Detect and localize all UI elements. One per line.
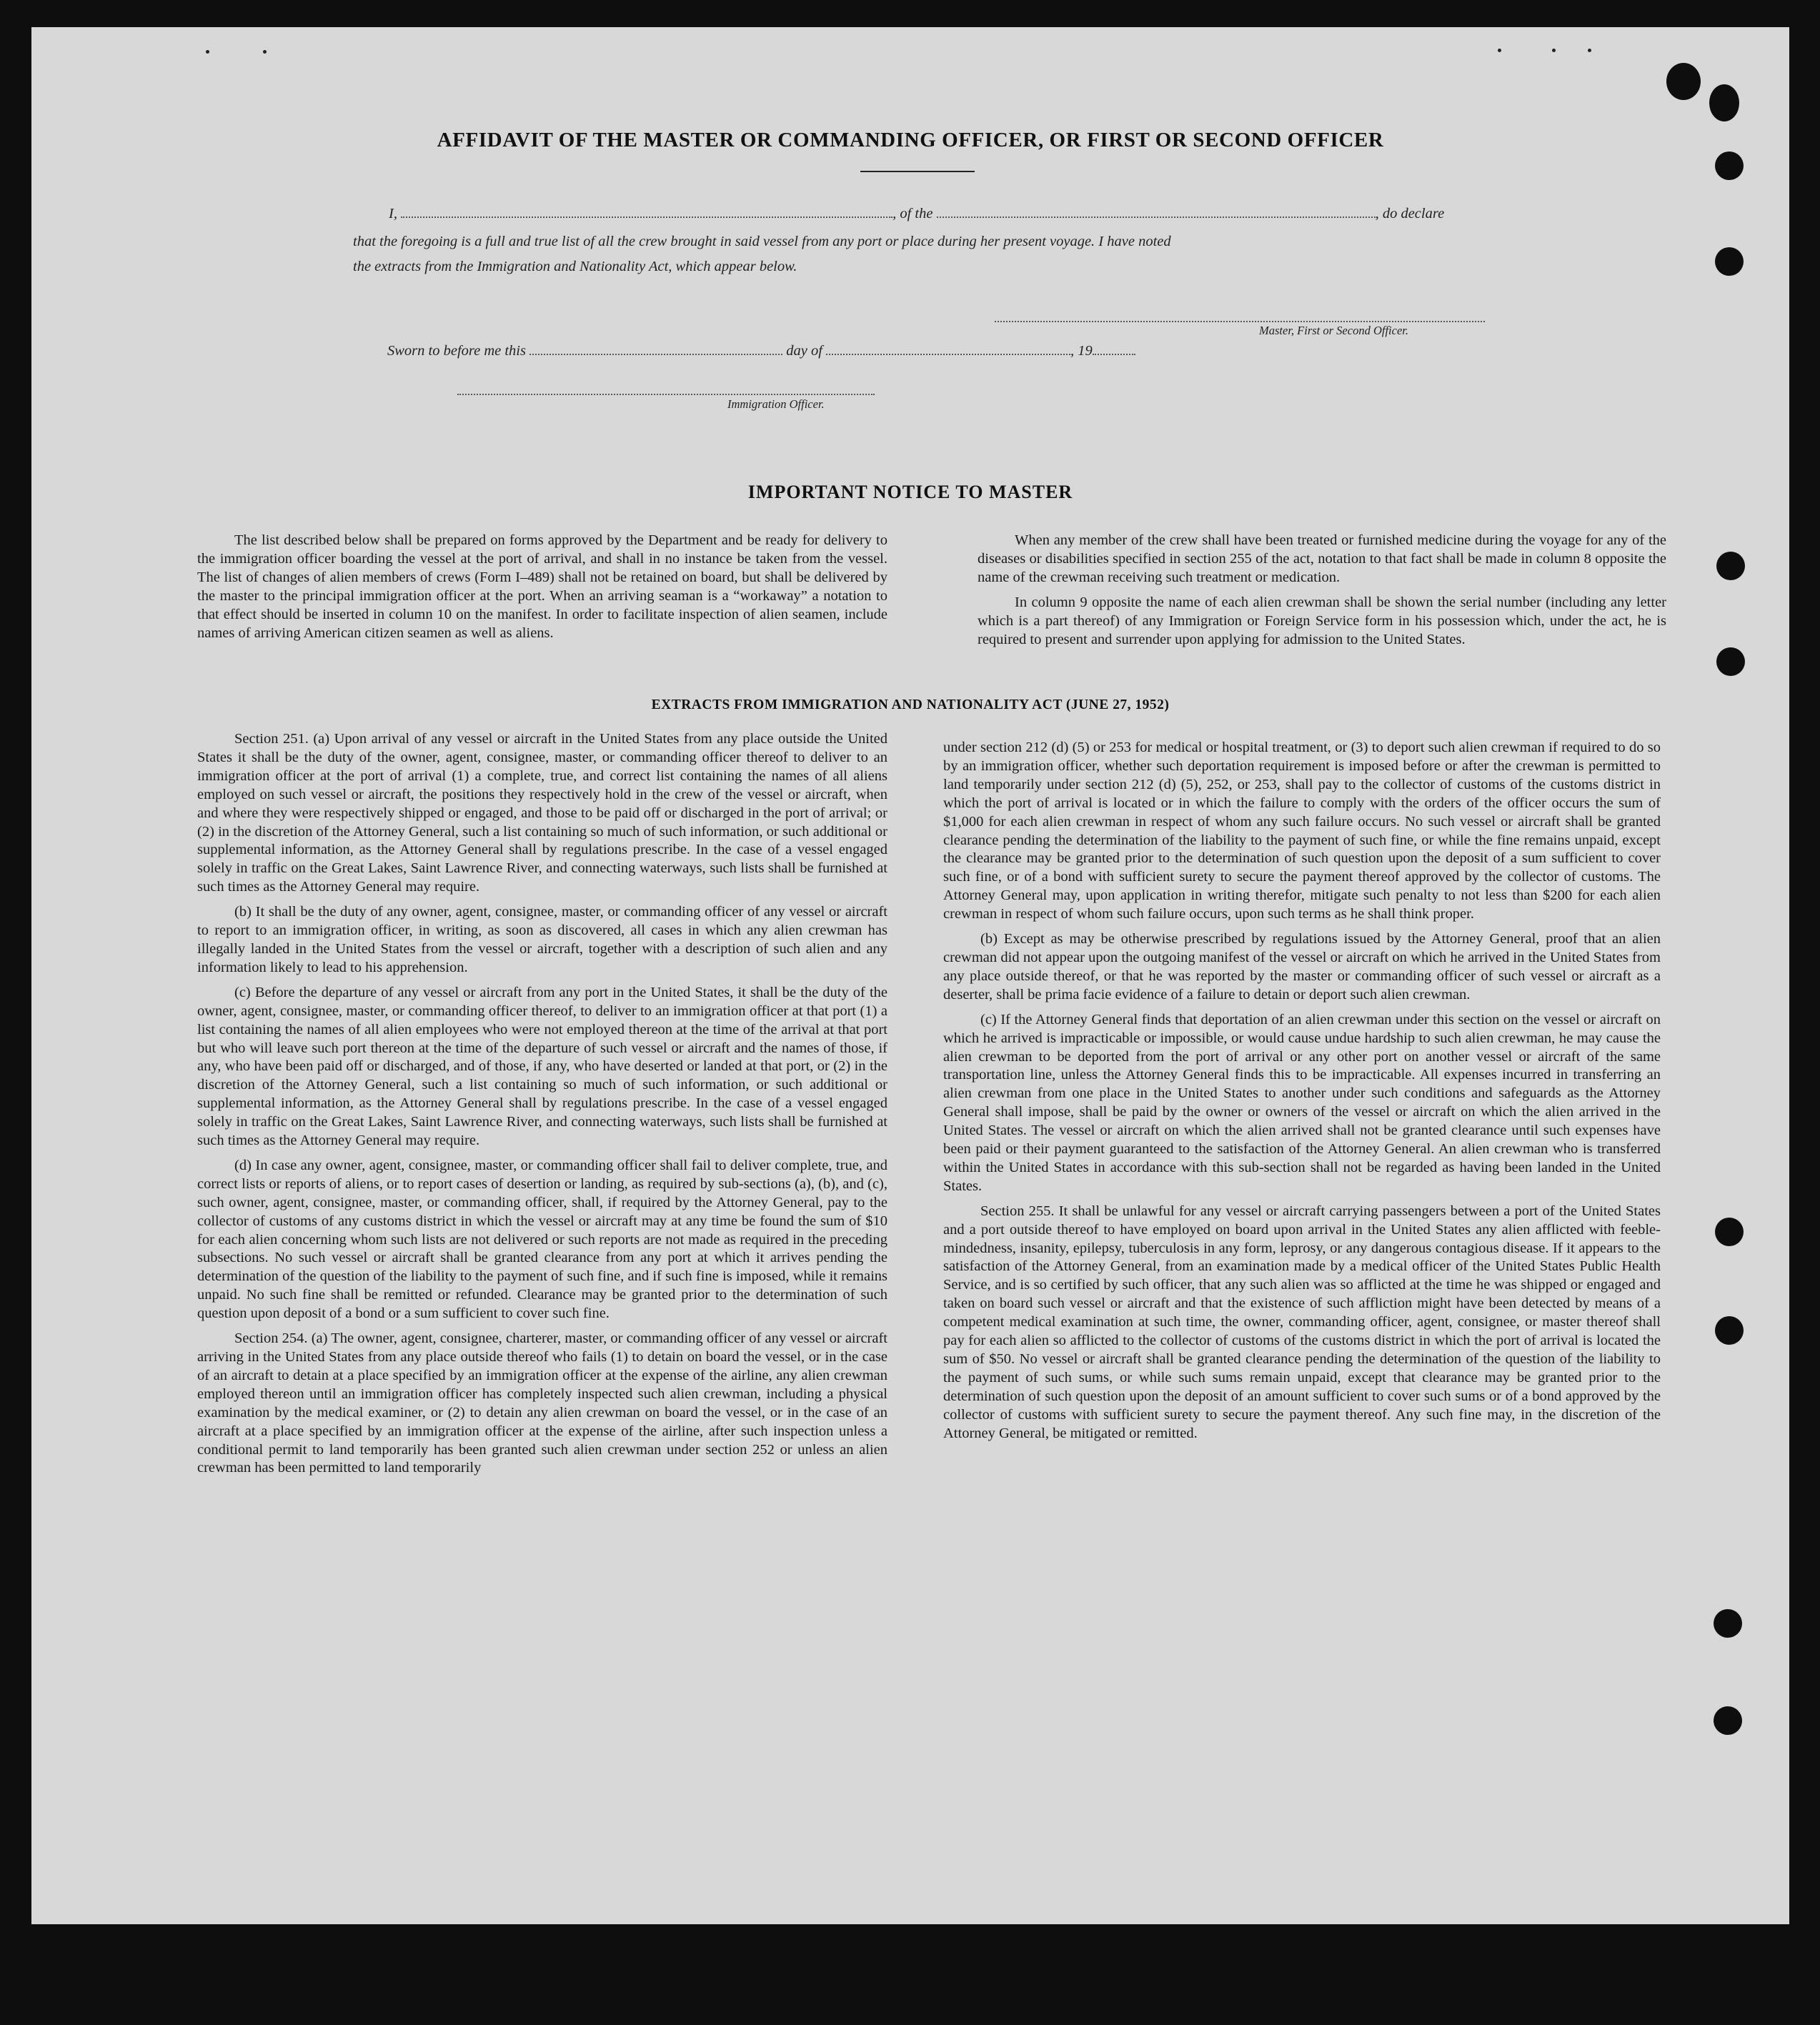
sworn-month-blank[interactable] [826, 353, 1070, 355]
punch-hole [1666, 63, 1701, 100]
master-signature-line[interactable] [995, 321, 1485, 322]
speck [263, 50, 267, 54]
notice-title: IMPORTANT NOTICE TO MASTER [747, 482, 1073, 502]
statute-paragraph: Section 255. It shall be unlawful for any vessel or aircraft carrying passengers between a port of the United States and a port outside thereof to have employed on board upon arrival in the United States any alien afflicted with feeble-mindedness, insanity, epilepsy, tuberculosis in any form, leprosy, or any dangerous contagious disease. If it appears to the satisfaction of the Attorney General, from an examination made by a medical officer of the United States Public Health Service, and is so certified by such officer, that any such alien was so afflicted at the time he was shipped or engaged and taken on board such vessel or aircraft and that the existence of such affliction might have been detected by means of a competent medical examination at such time, the owner, commanding officer, agent, consignee, or master thereof shall pay for each alien so afflicted to the collector of customs of the customs district in which the port of arrival is located the sum of $50. No vessel or aircraft shall be granted clearance pending the determination of the question of the liability to the payment of such sums, or while such sums remain unpaid, except that clearance may be granted prior to the determination of such question upon the deposit of an amount sufficient to cover such sums or of a bond approved by the collector of customs with sufficient surety to secure the payment thereof. Any such fine may, in the discretion of the Attorney General, be mitigated or remitted. [943, 1203, 1661, 1441]
document-page [31, 27, 1789, 1924]
name-blank[interactable] [401, 216, 892, 218]
punch-hole [1714, 1706, 1742, 1735]
sworn-prefix: Sworn to before me this [387, 343, 526, 359]
statute-paragraph: under section 212 (d) (5) or 253 for medical or hospital treatment, or (3) to deport such alien crewman if required to do so by an immigration officer, whether such deportation requirement is imposed before or after the crewman is permitted to land temporarily under section 212 (d) (5), 252, or 253, shall pay to the collector of customs of the customs district in which the port of arrival is located or in which the failure to comply with the orders of the officer occurs the sum of $1,000 for each alien crewman in respect of whom any such failure occurs. No such vessel or aircraft shall be granted clearance pending the determination of the liability to the payment of such fine, or while the fine remains unpaid, except the clearance may be granted prior to the determination of such question upon the deposit of a sum sufficient to cover such fine, or of a bond with sufficient surety to secure the payment thereof approved by the collector of customs. The Attorney General may, upon application in writing therefor, mitigate such penalty to not less than $200 for each alien crewman in respect of whom such failure occurs, upon such terms as he shall think proper. [943, 740, 1661, 922]
statute-paragraph: (c) Before the departure of any vessel or aircraft from any port in the United States, it shall be the duty of the owner, agent, consignee, master, or commanding officer thereof, to deliver to an immigration officer at that port (1) a list containing the names of all alien employees who were not employed thereon at the time of the arrival at that port but who will leave such port thereon at the time of the departure of such vessel or aircraft and the names of those, if any, who have been paid off or discharged, and of those, if any, who have deserted or landed at that port, or (2) in the discretion of the Attorney General, such a list containing so much of such information, or such additional or supplemental information, as the Attorney General shall by regulations prescribe. In the case of a vessel engaged solely in traffic on the Great Lakes, Saint Lawrence River, and connecting waterways, such lists shall be furnished at such times as the Attorney General may require. [197, 984, 887, 1149]
notice-paragraph: When any member of the crew shall have been treated or furnished medicine during the voyage for any of the diseases or disabilities specified in section 255 of the act, notation to that fact shall be made in column 8 opposite the name of the crewman receiving such treatment or medication. [978, 532, 1666, 585]
declaration-line [389, 206, 1444, 222]
statute-paragraph: Section 251. (a) Upon arrival of any vessel or aircraft in the United States from any place outside the United States it shall be the duty of the owner, agent, consignee, master, or commanding officer thereof to deliver to an immigration officer at the port of arrival (1) a complete, true, and correct list containing the names of all aliens employed on such vessel or aircraft, the positions they respectively hold in the crew of the vessel or aircraft, when and where they were respectively shipped or engaged, and those to be paid off or discharged in the port of arrival; or (2) in the discretion of the Attorney General, such a list containing so much of such information, or such additional or supplemental information, as the Attorney General shall by regulations prescribe. In the case of a vessel engaged solely in traffic on the Great Lakes, Saint Lawrence River, and connecting waterways, such lists shall be furnished at such times as the Attorney General may require. [197, 731, 887, 895]
sworn-year-blank[interactable] [1093, 353, 1135, 355]
punch-hole [1716, 552, 1745, 580]
speck [1588, 49, 1591, 52]
sworn-date-blank[interactable] [529, 353, 782, 355]
punch-hole [1715, 1316, 1744, 1345]
vessel-blank[interactable] [937, 216, 1376, 218]
punch-hole [1716, 647, 1745, 676]
sworn-day-of: day of [786, 343, 822, 359]
immigration-officer-signature-line[interactable] [457, 394, 875, 395]
notice-left-column [197, 532, 887, 642]
statute-paragraph: (b) Except as may be otherwise prescribed by regulations issued by the Attorney General, proof that an alien crewman did not appear upon the outgoing manifest of the vessel or aircraft on which he arrived in the United States from any place outside thereof, or that he was reported by the master or commanding officer of such vessel or aircraft as a deserter, shall be prima facie evidence of a failure to detain or deport such alien crewman. [943, 931, 1661, 1002]
notice-paragraph: In column 9 opposite the name of each alien crewman shall be shown the serial number (including any letter which is a part thereof) of any Immigration or Foreign Service form in his possession which, under the act, he is required to present and surrender upon applying for admission to the United States. [978, 594, 1666, 647]
speck [206, 50, 209, 54]
declaration-text-cont: the extracts from the Immigration and Nationality Act, which appear below. [353, 259, 797, 274]
extracts-title: EXTRACTS FROM IMMIGRATION AND NATIONALITY ACT (JUNE 27, 1952) [651, 697, 1170, 712]
extracts-left-column [197, 730, 887, 1478]
declaration-suffix: , do declare [1375, 206, 1445, 222]
statute-paragraph: (c) If the Attorney General finds that deportation of an alien crewman under this section on the vessel or aircraft on which he arrived is impracticable or impossible, or would cause undue hardship to such alien crewman, he may cause the alien crewman to be deported from the port of arrival or any other port on another vessel or aircraft of the same transportation line, unless the Attorney General finds this to be impracticable. All expenses incurred in transferring an alien crewman from one place in the United States to another under such conditions and safeguards as the Attorney General shall impose, shall be paid by the owner or owners of the vessel or aircraft on which the alien arrived in the United States. The vessel or aircraft on which the alien arrived shall not be granted clearance until such expenses have been paid or their payment guaranteed to the satisfaction of the Attorney General. An alien crewman who is transferred within the United States in accordance with this sub-section shall not be regarded as having been landed in the United States. [943, 1011, 1661, 1194]
affidavit-title: AFFIDAVIT OF THE MASTER OR COMMANDING OFFICER, OR FIRST OR SECOND OFFICER [437, 129, 1384, 151]
title-divider [860, 171, 975, 172]
statute-paragraph: (d) In case any owner, agent, consignee, master, or commanding officer shall fail to deliver complete, true, and correct lists or reports of aliens, or to report cases of desertion or landing, as required by sub-sections (a), (b), and (c), such owner, agent, consignee, master, or commanding officer, shall, if required by the Attorney General, pay to the collector of customs of any customs district in which the vessel or aircraft may at any time be found the sum of $10 for each alien concerning whom such lists are not delivered or such reports are not made as required in the preceding subsections. No such vessel or aircraft shall be granted clearance from any port at which it arrives pending the determination of the question of the liability to the payment of such fine, and if such fine is imposed, while it remains unpaid. No such fine shall be remitted or refunded. Clearance may be granted prior to the determination of such question upon deposit of a bond or a sum sufficient to cover such fine. [197, 1157, 887, 1322]
speck [1552, 49, 1556, 52]
sworn-line [387, 343, 1135, 359]
declaration-middle: , of the [892, 206, 933, 222]
punch-hole [1715, 1218, 1744, 1246]
declaration-text: that the foregoing is a full and true list of all the crew brought in said vessel from any port or place during her present voyage. I have noted [353, 234, 1171, 249]
notice-right-column [978, 532, 1666, 649]
extracts-right-column [943, 739, 1661, 1443]
statute-paragraph: Section 254. (a) The owner, agent, consignee, charterer, master, or commanding officer of any vessel or aircraft arriving in the United States from any place outside thereof who fails (1) to detain on board the vessel, or in the case of an aircraft to detain at a place specified by an immigration officer at the expense of the airline, any alien crewman employed thereon until an immigration officer has completely inspected such alien crewman, including a physical examination by the medical examiner, or (2) to detain any alien crewman on board the vessel, or in the case of an aircraft at a place specified by an immigration officer at the expense of the airline, after such inspection unless a conditional permit to land temporarily has been granted such alien crewman under section 252 or unless an alien crewman has been permitted to land temporarily [197, 1330, 887, 1476]
speck [1498, 49, 1501, 52]
declaration-prefix: I, [389, 206, 397, 222]
punch-hole [1715, 151, 1744, 180]
punch-hole [1715, 247, 1744, 276]
punch-hole [1709, 84, 1739, 121]
notice-paragraph: The list described below shall be prepared on forms approved by the Department and be ready for delivery to the immigration officer boarding the vessel at the port of arrival, and shall in no instance be taken from the vessel. The list of changes of alien members of crews (Form I–489) shall not be retained on board, but shall be delivered by the master to the principal immigration officer at the port. When an arriving seaman is a “workaway” a notation to that effect should be inserted in column 10 on the manifest. In order to facilitate inspection of alien seamen, include names of arriving American citizen seamen as well as aliens. [197, 532, 887, 641]
master-signature-caption: Master, First or Second Officer. [1259, 324, 1408, 337]
immigration-officer-caption: Immigration Officer. [727, 397, 825, 411]
sworn-year-prefix: , 19 [1070, 343, 1093, 359]
statute-paragraph: (b) It shall be the duty of any owner, agent, consignee, master, or commanding officer of any vessel or aircraft to report to an immigration officer, in writing, as soon as discovered, all cases in which any alien crewman has illegally landed in the United States from the vessel or aircraft, together with a description of such alien and any information likely to lead to his apprehension. [197, 904, 887, 975]
punch-hole [1714, 1609, 1742, 1638]
